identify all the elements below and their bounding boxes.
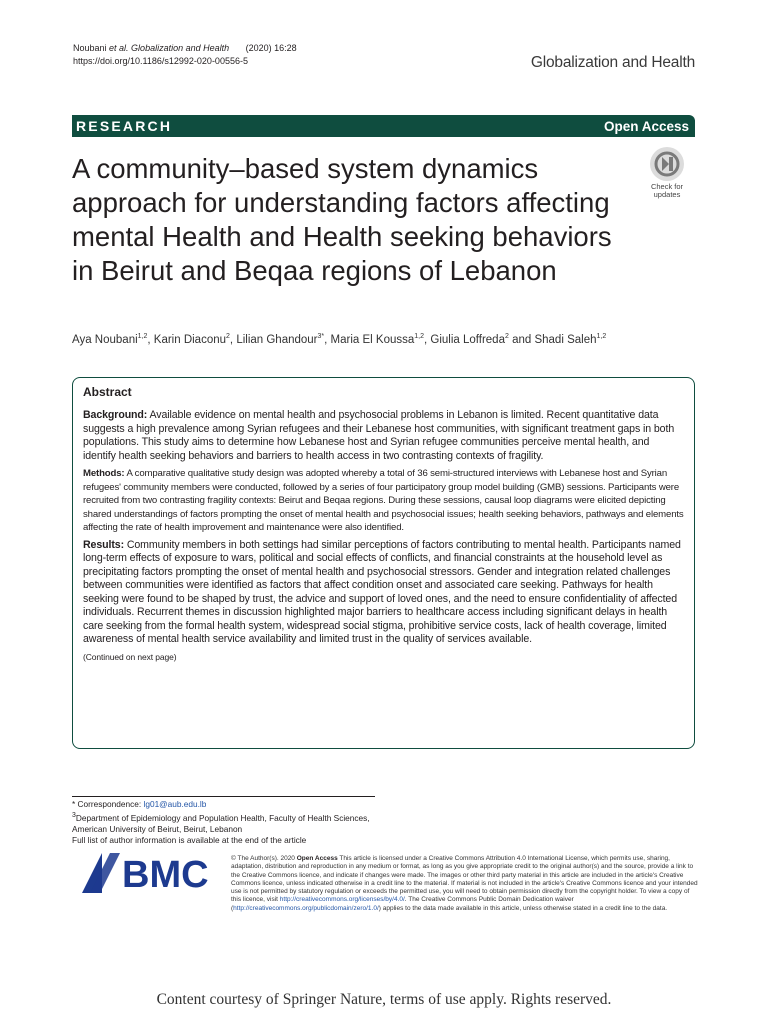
footnotes [72,799,402,846]
courtesy-footer: Content courtesy of Springer Nature, terms of use apply. Rights reserved. [156,991,612,1008]
abstract-box [72,377,695,749]
author-name[interactable]: Karin Diaconu [153,333,227,346]
author-affil: 1,2 [596,333,607,340]
bmc-logo-icon [82,853,222,893]
abstract-results [83,539,684,647]
affiliation-number: 3 [72,812,76,819]
author-affil: 2 [226,333,230,340]
license-open-access: Open Access [296,855,338,862]
correspondence-label: * Correspondence: [72,799,142,809]
background-label: Background: [83,409,148,421]
results-label: Results: [83,538,124,551]
author-name[interactable]: Aya Noubani [72,333,138,346]
article-type-banner [72,115,695,137]
background-text: Available evidence on mental health and psychosocial problems in Lebanon is limited. Recent quantitative data suggests a high prevalence among Syrian refugees and their Lebanese host communities, with significant treatment gaps in both populations. This study aims to determine how Lebanese host and Syrian refugee communities perceive mental health, and identify health seeking behaviors and barriers to health access in two contrasting contexts of fragility. [83,409,675,462]
license-text: © The Author(s). 2020 Open Access This article is licensed under a Creative Commons Attribution 4.0 International License, which permits use, sharing, adaptation, distribution and reproduction in any medium or format, as long as you give appropriate credit to the original author(s) and the source, provide a link to the Creative Commons licence, and indicate if changes were made. The images or other third party material in this article are included in the article's Creative Commons licence, unless indicated otherwise in a credit line to the material. If material is not included in the article's Creative Commons licence and your intended use is not permitted by statutory regulation or exceeds the permitted use, you will need to obtain permission directly from the copyright holder. To view a copy of this licence, visit http://creativecommons.org/licenses/by/4.0/. The Creative Commons Public Domain Dedication waiver (http://creativecommons.org/publicdomain/zero/1.0/) applies to the data made available in this article, unless otherwise stated in a credit line to the data. [231,855,698,912]
open-access-label: Open Access [603,118,689,134]
author-affil: 3* [317,333,325,340]
journal-name: Globalization and Health [530,54,695,71]
correspondence-email[interactable]: lg01@aub.edu.lb [143,799,207,809]
author-name[interactable]: Maria El Koussa [330,333,415,346]
methods-text: A comparative qualitative study design was adopted whereby a total of 36 semi-structured interviews with Lebanese host and Syrian refugees' community members were conducted, followed by a series of four participatory group model building (GMB) sessions. Participants were recruited from two contrasting fragility contexts: Beirut and Beqaa regions. During these sessions, causal loop diagrams were elicited depicting shared understandings of factors prompting the onset of mental health and psychosocial issues; health seeking behaviors, pathways and elements affecting the rate of health improvement and maintenance were also identified. [83,468,684,533]
doi-link[interactable]: https://doi.org/10.1186/s12992-020-00556-5 [73,56,248,66]
author-name[interactable]: Lilian Ghandour [236,333,318,346]
citation-journal: et al. Globalization and Health [109,43,230,53]
abstract-methods [83,467,684,535]
citation-header [73,42,297,68]
author-affil: 1,2 [414,333,424,340]
bmc-logo-text: BMC [122,854,209,893]
abstract-heading: Abstract [83,385,132,399]
author-affil: 2 [504,333,509,340]
article-title: A community–based system dynamics approach for understanding factors affecting mental Health and Health seeking behaviors in Beirut and Beqaa regions of Lebanon [72,153,612,286]
author-affil: 1,2 [137,333,148,340]
cc-license-link[interactable]: http://creativecommons.org/licenses/by/4.0/ [279,896,405,904]
author-name[interactable]: Shadi Saleh [534,333,597,346]
affiliation-text: Department of Epidemiology and Population Health, Faculty of Health Sciences, American University of Beirut, Beirut, Lebanon [72,812,370,834]
cc-zero-link[interactable]: http://creativecommons.org/publicdomain/zero/1.0/ [233,904,379,912]
results-text: Community members in both settings had similar perceptions of factors contributing to mental health. Participants named long-term effects of exposure to wars, political and social effects of conflicts, and financial constraints at the household level as precipitating factors prompting the onset of mental health and psychosocial stressors. Gender and integration related challenges between communities were identified as factors that affect condition onset and associated care seeking. Pathways for health seeking were found to be shaped by trust, the advice and support of loved ones, and the need to ensure confidentiality of affected individuals. Recurrent themes in discussion highlighted major barriers to healthcare access including significant delays in health care seeking from the formal health system, widespread social stigma, prohibitive service costs, lack of health coverage, limited awareness of mental health service availability and limited trust in the quality of services available. [83,538,681,645]
bmc-logo [82,853,222,893]
footnote-divider [72,796,375,797]
citation-year: (2020) 16:28 [245,43,297,53]
article-type-label: RESEARCH [76,118,173,134]
check-for-updates-badge[interactable] [638,147,696,201]
continued-note: (Continued on next page) [83,651,177,662]
check-updates-icon [650,147,684,181]
full-author-info-note: Full list of author information is available at the end of the article [72,834,307,845]
citation-author: Noubani [73,43,107,53]
badge-line-2: updates [653,190,681,199]
methods-label: Methods: [83,468,125,479]
abstract-background [83,409,684,463]
author-name[interactable]: Giulia Loffreda [430,333,505,346]
author-list: Aya Noubani$^{1,2}$, Karin Diaconu$^2$, Lilian Ghandour$^{3*}$, Maria El Koussa$^{1,2}$, Giulia Loffreda$^2$ and Shadi Saleh$^{1,2}$ [72,333,607,346]
badge-line-1: Check for [650,182,684,191]
